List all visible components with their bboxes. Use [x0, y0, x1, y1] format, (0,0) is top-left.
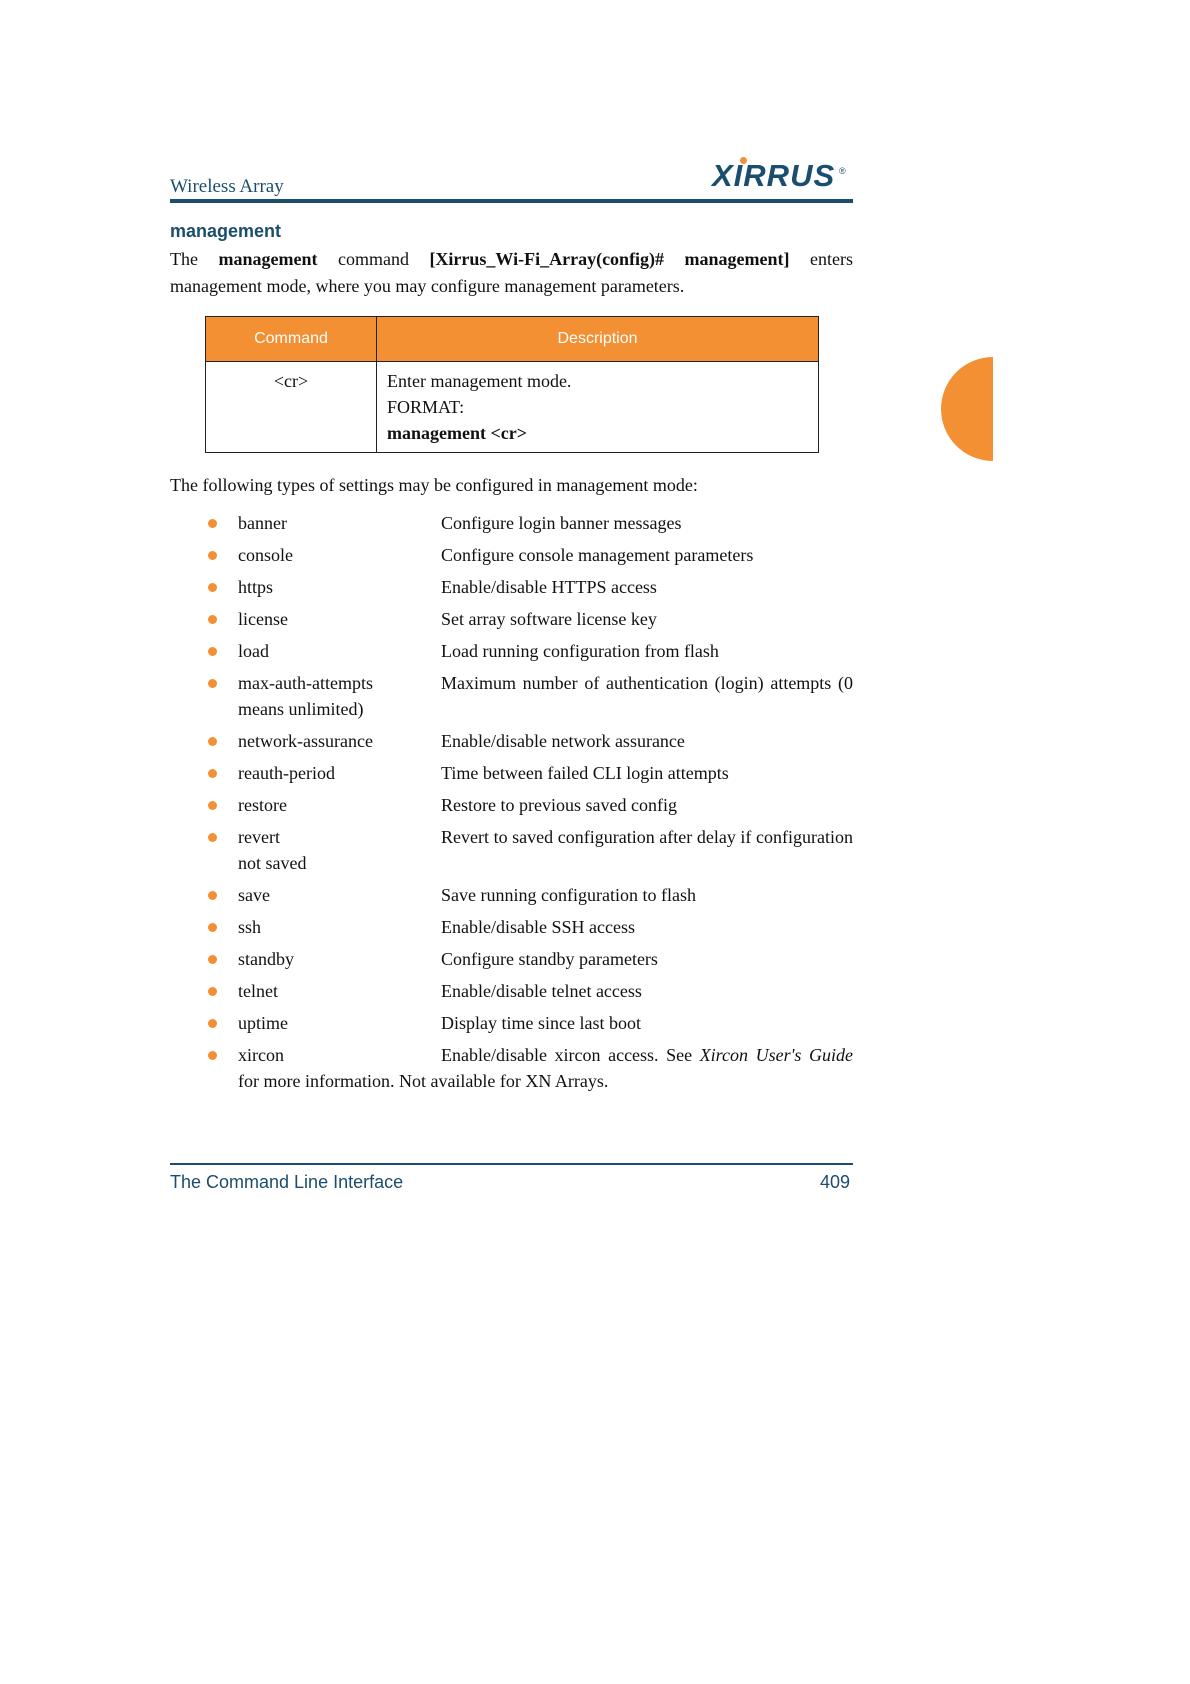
item-desc: Configure console management parameters	[441, 545, 754, 565]
item-name: max-auth-attempts	[238, 673, 373, 693]
bullet-icon	[208, 923, 217, 932]
item-name: save	[238, 885, 270, 905]
description-line-1: Enter management mode.	[387, 371, 572, 391]
logo-trademark: ®	[839, 166, 846, 176]
list-item	[170, 638, 853, 664]
settings-intro: The following types of settings may be configured in management mode:	[170, 475, 698, 495]
description-line-3: management <cr>	[387, 423, 527, 443]
settings-list	[170, 510, 853, 1100]
bullet-icon	[208, 647, 217, 656]
item-desc: Load running configuration from flash	[441, 641, 719, 661]
intro-paragraph	[170, 246, 853, 300]
bullet-icon	[208, 679, 217, 688]
item-name: https	[238, 577, 274, 597]
table-cell-description	[377, 362, 819, 453]
list-item	[170, 824, 853, 876]
bullet-icon	[208, 551, 217, 560]
item-name: load	[238, 641, 269, 661]
bullet-icon	[208, 1051, 217, 1060]
table-header-description: Description	[377, 317, 819, 362]
bullet-icon	[208, 519, 217, 528]
intro-bold-1: management	[218, 249, 318, 269]
list-item	[170, 1042, 853, 1094]
item-desc: Time between failed CLI login attempts	[441, 763, 729, 783]
bullet-icon	[208, 769, 217, 778]
item-name: xircon	[238, 1045, 284, 1065]
page-number: 409	[819, 1172, 850, 1192]
item-desc-b: for more information. Not available for XN Arrays.	[238, 1071, 609, 1091]
item-name: restore	[238, 795, 287, 815]
item-name: console	[238, 545, 293, 565]
intro-text-2: command	[317, 249, 430, 269]
list-item	[170, 510, 853, 536]
bullet-icon	[208, 615, 217, 624]
item-desc: Configure standby parameters	[441, 949, 658, 969]
bullet-icon	[208, 737, 217, 746]
bullet-icon	[208, 833, 217, 842]
item-desc-italic: Xircon User's Guide	[699, 1045, 853, 1065]
list-item	[170, 728, 853, 754]
running-header-title: Wireless Array	[170, 176, 284, 197]
list-item	[170, 1010, 853, 1036]
item-name: telnet	[238, 981, 278, 1001]
item-name: ssh	[238, 917, 262, 937]
item-name: revert	[238, 827, 280, 847]
command-table	[205, 316, 819, 453]
item-name: standby	[238, 949, 294, 969]
item-name: banner	[238, 513, 287, 533]
bullet-icon	[208, 583, 217, 592]
item-desc-a: Enable/disable xircon access. See	[441, 1045, 700, 1065]
xirrus-logo: XIRRUS	[712, 158, 836, 193]
item-name: license	[238, 609, 288, 629]
list-item	[170, 542, 853, 568]
section-heading: management	[170, 221, 282, 241]
item-desc: Enable/disable SSH access	[441, 917, 635, 937]
list-item	[170, 946, 853, 972]
list-item	[170, 792, 853, 818]
bullet-icon	[208, 801, 217, 810]
table-row	[206, 362, 819, 453]
item-desc: Save running configuration to flash	[441, 885, 696, 905]
footer-chapter-title: The Command Line Interface	[170, 1172, 404, 1192]
bullet-icon	[208, 987, 217, 996]
chapter-tab-marker	[941, 357, 993, 461]
intro-text-3: enters management mode, where you may configure management parameters.	[170, 249, 854, 296]
table-cell-command: <cr>	[206, 362, 377, 453]
intro-bold-2: [Xirrus_Wi-Fi_Array(config)# management]	[429, 249, 790, 269]
item-desc: Restore to previous saved config	[441, 795, 677, 815]
intro-text-1: The	[170, 249, 219, 269]
list-item	[170, 882, 853, 908]
list-item	[170, 670, 853, 722]
item-name: reauth-period	[238, 763, 335, 783]
item-desc: Revert to saved configuration after delay if configuration not saved	[238, 827, 853, 873]
table-header-command: Command	[206, 317, 377, 362]
item-desc: Set array software license key	[441, 609, 657, 629]
item-name: uptime	[238, 1013, 288, 1033]
description-line-2: FORMAT:	[387, 397, 465, 417]
bullet-icon	[208, 1019, 217, 1028]
list-item	[170, 914, 853, 940]
item-desc: Enable/disable telnet access	[441, 981, 642, 1001]
bullet-icon	[208, 891, 217, 900]
footer-rule	[170, 1163, 853, 1165]
header-rule	[170, 199, 853, 203]
list-item	[170, 574, 853, 600]
list-item	[170, 760, 853, 786]
item-desc: Configure login banner messages	[441, 513, 682, 533]
item-name: network-assurance	[238, 731, 373, 751]
item-desc: Maximum number of authentication (login) attempts (0 means unlimited)	[238, 673, 853, 719]
list-item	[170, 978, 853, 1004]
bullet-icon	[208, 955, 217, 964]
item-desc: Enable/disable HTTPS access	[441, 577, 657, 597]
list-item	[170, 606, 853, 632]
item-desc: Enable/disable network assurance	[441, 731, 685, 751]
item-desc: Display time since last boot	[441, 1013, 641, 1033]
